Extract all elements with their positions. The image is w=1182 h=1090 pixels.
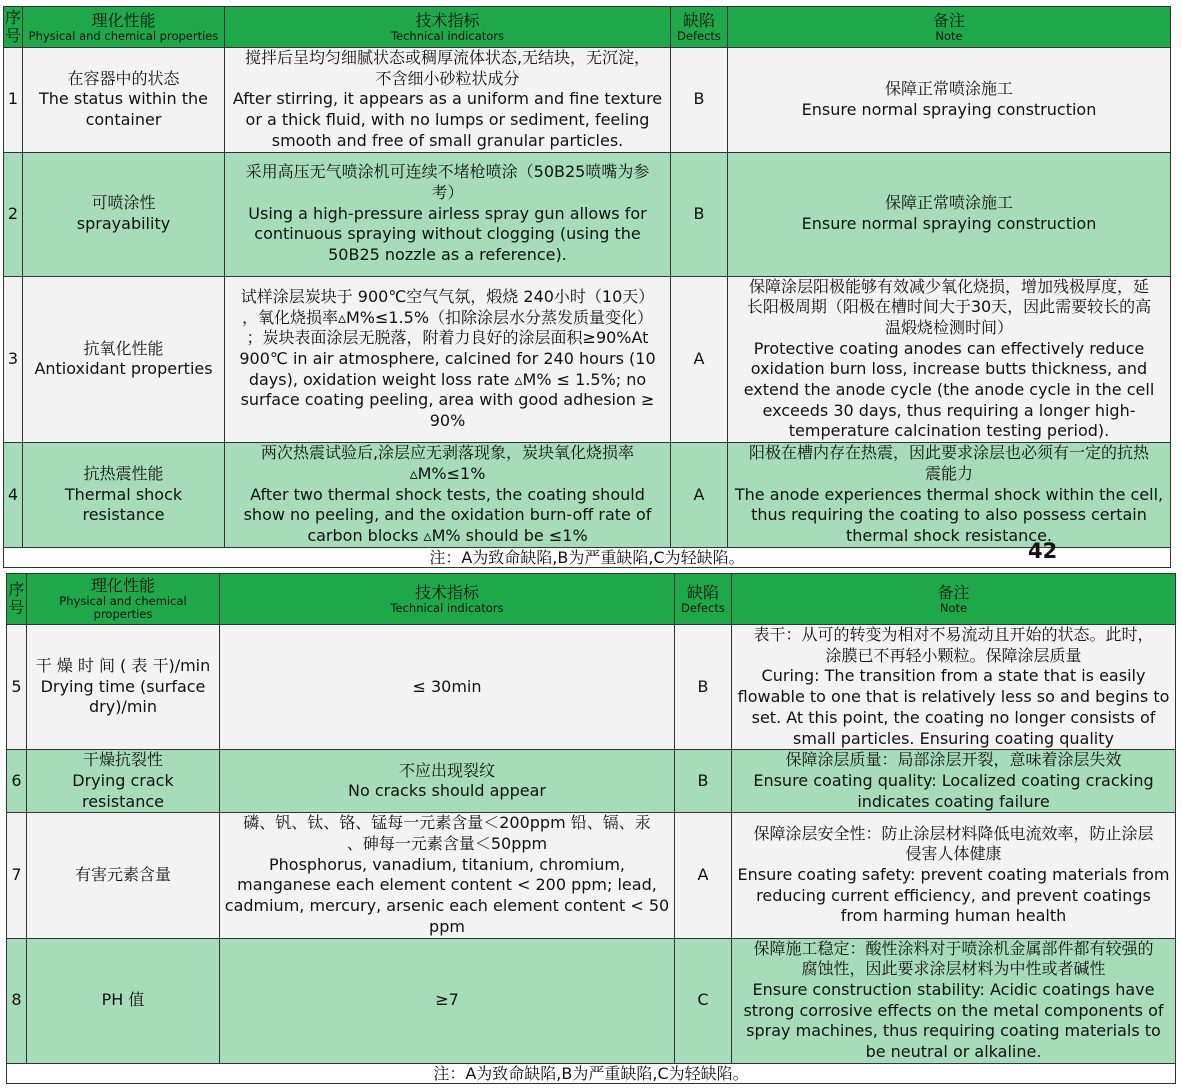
- note-cell-line: flowable to one that is relatively less so and begins to: [737, 687, 1170, 707]
- note-cell-line: Ensure construction stability: Acidic coatings have: [752, 979, 1155, 999]
- note-cell-line: 表干：从可的转变为相对不易流动且开始的状态。此时，: [753, 625, 1154, 644]
- note-cell-line: 长阳极周期（阳极在槽时间大于30天，因此需要较长的高: [746, 297, 1152, 317]
- header-property: 理化性能 Physical and chemical properties: [27, 574, 220, 625]
- note-cell: [732, 813, 1176, 938]
- property-cell: [27, 938, 220, 1063]
- property-cell-line: container: [85, 110, 162, 130]
- technical-cell-line: ，氧化烧损率▵M%≤1.5%（扣除涂层水分蒸发质量变化）: [241, 307, 654, 327]
- technical-cell-line: smooth and free of small granular particles.: [271, 130, 624, 150]
- technical-cell: [225, 276, 671, 443]
- note-cell-line: exceeds 30 days, thus requiring a longer high-: [762, 400, 1136, 420]
- header-defects: 缺陷 Defects: [675, 574, 732, 625]
- technical-cell-line: No cracks should appear: [348, 781, 546, 801]
- property-cell-line: sprayability: [76, 214, 171, 234]
- page-number: 42: [1028, 539, 1058, 563]
- technical-cell-line: 考）: [431, 182, 464, 202]
- note-cell: [732, 750, 1176, 813]
- note-cell-line: 保障正常喷涂施工: [884, 79, 1013, 99]
- technical-cell-line: ≤ 30min: [412, 676, 482, 696]
- property-cell-line: resistance: [82, 505, 165, 525]
- note-cell-line: thus requiring the coating to also possess certain: [751, 505, 1147, 525]
- technical-cell-line: 、砷每一元素含量＜50ppm: [346, 834, 548, 854]
- note-cell: [728, 443, 1171, 548]
- row-number: 6: [7, 750, 27, 813]
- row-number: 4: [4, 443, 23, 548]
- row-number: 8: [7, 938, 27, 1063]
- header-note: 备注 Note: [732, 574, 1176, 625]
- note-cell-line: be neutral or alkaline.: [865, 1042, 1042, 1062]
- note-cell: [728, 152, 1171, 276]
- property-cell-line: 抗热震性能: [83, 463, 164, 483]
- footnote: 注：A为致命缺陷,B为严重缺陷,C为轻缺陷。: [7, 1063, 1176, 1083]
- technical-cell-line: manganese each element content < 200 ppm; lead,: [237, 875, 657, 895]
- spec-table-1: [3, 6, 1171, 568]
- technical-cell-line: ≥7: [435, 990, 459, 1010]
- header-property: 理化性能 Physical and chemical properties: [23, 7, 225, 48]
- technical-cell: [220, 625, 675, 750]
- table-row: [4, 152, 1171, 276]
- technical-cell-line: 采用高压无气喷涂机可连续不堵枪喷涂（50B25喷嘴为参: [245, 162, 650, 182]
- technical-cell-line: ppm: [429, 916, 465, 936]
- technical-cell-line: 不应出现裂纹: [398, 760, 495, 780]
- technical-cell: [220, 813, 675, 938]
- property-cell: [23, 48, 225, 153]
- note-cell-line: indicates coating failure: [857, 791, 1050, 811]
- technical-cell-line: 磷、钒、钛、铬、锰每一元素含量＜200ppm 铅、镉、汞: [243, 813, 651, 833]
- row-number: 7: [7, 813, 27, 938]
- table-header: [4, 7, 1171, 48]
- spec-table-2: [6, 573, 1176, 1084]
- technical-cell-line: After stirring, it appears as a uniform and fine texture: [232, 89, 663, 109]
- technical-cell-line: days), oxidation weight loss rate ▵M% ≤ 1.5%; no: [248, 369, 647, 389]
- note-cell-line: small particles. Ensuring coating quality: [793, 728, 1114, 748]
- technical-cell-line: 搅拌后呈均匀细腻状态或稠厚流体状态,无结块，无沉淀，: [244, 48, 651, 67]
- technical-cell-line: Phosphorus, vanadium, titanium, chromium,: [268, 854, 626, 874]
- technical-cell-line: ▵M%≤1%: [409, 463, 486, 483]
- note-cell-line: Ensure normal spraying construction: [801, 214, 1097, 234]
- property-cell-line: dry)/min: [88, 697, 157, 717]
- table-header: [7, 574, 1176, 625]
- note-cell-line: 侵害人体健康: [905, 844, 1002, 864]
- footnote: 注：A为致命缺陷,B为严重缺陷,C为轻缺陷。: [4, 547, 1171, 567]
- note-cell-line: from harming human health: [840, 906, 1067, 926]
- note-cell-line: Ensure coating quality: Localized coating cracking: [753, 770, 1154, 790]
- property-cell-line: resistance: [81, 791, 165, 811]
- footnote-row: [4, 547, 1171, 567]
- property-cell: [27, 813, 220, 938]
- property-cell-line: Drying crack: [72, 770, 174, 790]
- footnote-row: [7, 1063, 1176, 1083]
- header-seq: 序号: [4, 7, 23, 48]
- row-number: 2: [4, 152, 23, 276]
- note-cell-line: 保障正常喷涂施工: [884, 193, 1013, 213]
- note-cell-line: spray machines, thus requiring coating materials to: [746, 1021, 1161, 1041]
- note-cell-line: set. At this point, the coating no longer consists of: [751, 707, 1156, 727]
- note-cell-line: oxidation burn loss, increase butts thickness, and: [750, 359, 1148, 379]
- note-cell: [728, 276, 1171, 443]
- row-number: 3: [4, 276, 23, 443]
- note-cell-line: Ensure coating safety: prevent coating materials from: [737, 865, 1170, 885]
- note-cell-line: Curing: The transition from a state that is easily: [761, 666, 1146, 686]
- note-cell-line: thermal shock resistance.: [845, 525, 1053, 545]
- row-number: 1: [4, 48, 23, 153]
- property-cell-line: 干燥抗裂性: [82, 750, 163, 770]
- technical-cell-line: continuous spraying without clogging (using the: [254, 224, 641, 244]
- note-cell-line: temperature calcination testing period).: [788, 421, 1110, 441]
- header-seq: 序号: [7, 574, 27, 625]
- note-cell: [728, 48, 1171, 153]
- technical-cell: [225, 443, 671, 548]
- header-defects: 缺陷 Defects: [671, 7, 728, 48]
- technical-cell-line: 不含细小砂粒状成分: [375, 68, 520, 88]
- property-cell: [23, 152, 225, 276]
- technical-cell-line: 900℃ in air atmosphere, calcined for 240 hours (10: [239, 348, 656, 368]
- technical-cell-line: ；炭块表面涂层无脱落，附着力良好的涂层面积≥90%At: [246, 328, 649, 348]
- property-cell-line: 可喷涂性: [91, 193, 156, 213]
- header-technical: 技术指标 Technical indicators: [220, 574, 675, 625]
- header-note: 备注 Note: [728, 7, 1171, 48]
- property-cell-line: 在容器中的状态: [67, 68, 180, 88]
- note-cell-line: strong corrosive effects on the metal components of: [743, 1000, 1164, 1020]
- note-cell-line: The anode experiences thermal shock within the cell,: [734, 484, 1164, 504]
- note-cell-line: Protective coating anodes can effectively reduce: [753, 338, 1145, 358]
- table-row: [4, 48, 1171, 153]
- note-cell-line: extend the anode cycle (the anode cycle in the cell: [743, 380, 1155, 400]
- property-cell-line: Thermal shock: [64, 484, 183, 504]
- technical-cell-line: carbon blocks ▵M% should be ≤1%: [307, 525, 588, 545]
- note-cell-line: 保障涂层阳极能够有效减少氧化烧损，增加残极厚度，延: [748, 276, 1149, 296]
- defect-cell: B: [671, 48, 728, 153]
- property-cell-line: Antioxidant properties: [34, 359, 213, 379]
- technical-cell: [225, 48, 671, 153]
- row-number: 5: [7, 625, 27, 750]
- property-cell-line: 有害元素含量: [74, 865, 171, 885]
- note-cell: [732, 625, 1176, 750]
- defect-cell: B: [675, 625, 732, 750]
- defect-cell: B: [675, 750, 732, 813]
- note-cell: [732, 938, 1176, 1063]
- technical-cell-line: After two thermal shock tests, the coating should: [250, 484, 645, 504]
- technical-cell-line: 90%: [429, 411, 466, 431]
- technical-cell: [225, 152, 671, 276]
- note-cell-line: 温煅烧检测时间）: [884, 317, 1013, 337]
- technical-cell: [220, 750, 675, 813]
- property-cell-line: PH 值: [101, 990, 145, 1010]
- property-cell-line: 干 燥 时 间 ( 表 干)/min: [35, 656, 211, 676]
- technical-cell-line: cadmium, mercury, arsenic each element content < 50: [224, 896, 670, 916]
- property-cell-line: Drying time (surface: [40, 676, 206, 696]
- property-cell-line: The status within the: [39, 89, 208, 109]
- header-technical: 技术指标 Technical indicators: [225, 7, 671, 48]
- technical-cell-line: 50B25 nozzle as a reference).: [328, 245, 567, 265]
- table-row: [7, 938, 1176, 1063]
- note-cell-line: 保障涂层质量：局部涂层开裂，意味着涂层失效: [785, 750, 1122, 770]
- defect-cell: B: [671, 152, 728, 276]
- note-cell-line: Ensure normal spraying construction: [801, 99, 1097, 119]
- table-row: [7, 750, 1176, 813]
- technical-cell-line: or a thick fluid, with no lumps or sediment, feeling: [245, 110, 650, 130]
- property-cell: [27, 625, 220, 750]
- technical-cell-line: surface coating peeling, area with good adhesion ≥: [240, 390, 655, 410]
- technical-cell-line: Using a high-pressure airless spray gun allows for: [248, 203, 647, 223]
- table-row: [4, 443, 1171, 548]
- property-cell: [27, 750, 220, 813]
- property-cell: [23, 443, 225, 548]
- property-cell: [23, 276, 225, 443]
- table-row: [7, 625, 1176, 750]
- technical-cell-line: show no peeling, and the oxidation burn-off rate of: [243, 505, 652, 525]
- table-row: [4, 276, 1171, 443]
- technical-cell-line: 试样涂层炭块于 900℃空气气氛，煅烧 240小时（10天）: [240, 286, 655, 306]
- technical-cell-line: 两次热震试验后,涂层应无剥落现象，炭块氧化烧损率: [260, 443, 635, 463]
- note-cell-line: 腐蚀性，因此要求涂层材料为中性或者碱性: [801, 959, 1106, 979]
- note-cell-line: 阳极在槽内存在热震，因此要求涂层也必须有一定的抗热: [748, 443, 1149, 463]
- defect-cell: A: [675, 813, 732, 938]
- note-cell-line: 震能力: [924, 463, 973, 483]
- note-cell-line: reducing current efficiency, and prevent coatings: [756, 885, 1151, 905]
- property-cell-line: 抗氧化性能: [83, 338, 164, 358]
- table-row: [7, 813, 1176, 938]
- technical-cell: [220, 938, 675, 1063]
- note-cell-line: 涂膜已不再轻小颗粒。保障涂层质量: [825, 645, 1082, 665]
- note-cell-line: 保障施工稳定：酸性涂料对于喷涂机金属部件都有较强的: [753, 938, 1154, 958]
- defect-cell: A: [671, 443, 728, 548]
- note-cell-line: 保障涂层安全性：防止涂层材料降低电流效率，防止涂层: [753, 823, 1154, 843]
- defect-cell: C: [675, 938, 732, 1063]
- defect-cell: A: [671, 276, 728, 443]
